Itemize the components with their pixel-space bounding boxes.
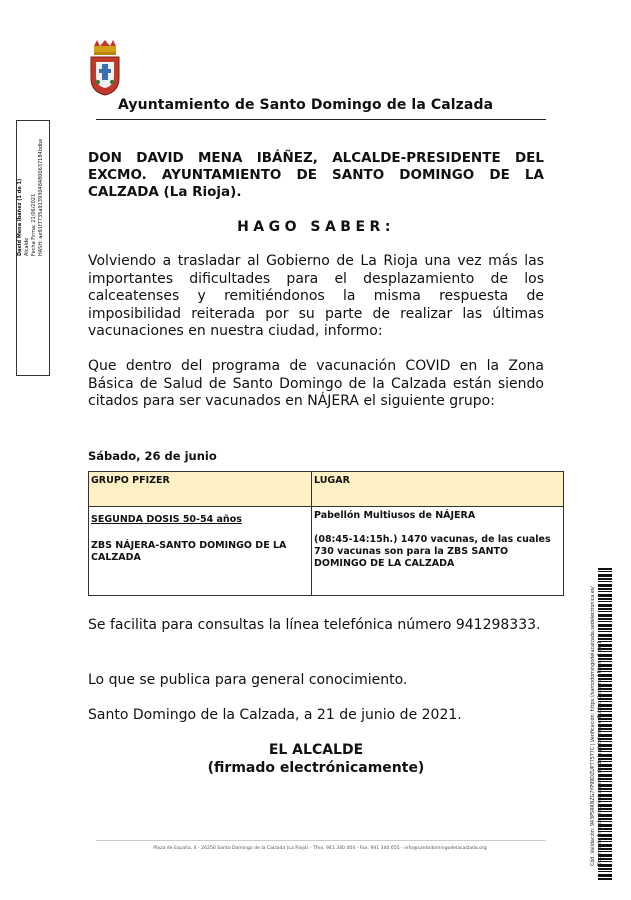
footer-address: Plaza de España, 4 - 26250 Santo Domingo de la Calzada (La Rioja) - Tfno. 941 340 004 - Fax. 941 340 655 - info@santodomingodelacalzada.org bbox=[153, 846, 487, 851]
paragraph-program: Que dentro del programa de vacunación COVID en la Zona Básica de Salud de Santo Domingo de la Calzada están siendo citados para ser vacunados en NÁJERA el siguiente grupo: bbox=[88, 358, 544, 409]
place-details: (08:45-14:15h.) 1470 vacunas, de las cuales 730 vacunas son para la ZBS SANTO DOMINGO DE LA CALZADA bbox=[314, 534, 551, 569]
header-divider bbox=[96, 119, 546, 120]
hago-saber-title: HAGO SABER: bbox=[237, 219, 395, 235]
signer-name: David Mena Ibáñez (1 de 1) bbox=[17, 178, 23, 256]
signer-block bbox=[88, 741, 544, 777]
sign-date: Fecha Firma: 21/06/2021 bbox=[31, 193, 37, 256]
group-zone: ZBS NÁJERA-SANTO DOMINGO DE LA CALZADA bbox=[91, 540, 287, 563]
place-name: Pabellón Multiusos de NÁJERA bbox=[314, 510, 476, 521]
paragraph-phone: Se facilita para consultas la línea telefónica número 941298333. bbox=[88, 617, 541, 633]
table-header-place: LUGAR bbox=[312, 472, 564, 507]
document-heading: DON DAVID MENA IBÁÑEZ, ALCALDE-PRESIDENTE DEL EXCMO. AYUNTAMIENTO DE SANTO DOMINGO DE LA CALZADA (La Rioja). bbox=[88, 150, 544, 200]
date-label: Sábado, 26 de junio bbox=[88, 449, 217, 463]
sign-hash: HASH: ae91f7735a913930484800637184bdbe bbox=[38, 138, 44, 256]
coat-of-arms-icon bbox=[88, 40, 122, 96]
signer-note: (firmado electrónicamente) bbox=[207, 760, 425, 776]
place-cell bbox=[312, 507, 564, 596]
group-cell bbox=[89, 507, 312, 596]
paragraph-place-date: Santo Domingo de la Calzada, a 21 de junio de 2021. bbox=[88, 707, 462, 723]
signature-box-text bbox=[17, 139, 45, 256]
signer-title: EL ALCALDE bbox=[268, 742, 364, 758]
validation-line-2: Documento firmado electrónicamente desde la plataforma esPublico Gestiona | Página 1 de 1 bbox=[598, 640, 603, 866]
footer-divider bbox=[96, 840, 546, 841]
paragraph-publish: Lo que se publica para general conocimiento. bbox=[88, 672, 408, 688]
table-header-group: GRUPO PFIZER bbox=[89, 472, 312, 507]
validation-line-1: Cód. Validación: 943P5RRNZG7YP99DZUP775T7C | Verificación: https://santodomingodelacalzada.sedelectronica.es/ bbox=[591, 586, 596, 866]
paragraph-intro: Volviendo a trasladar al Gobierno de La Rioja una vez más las importantes dificultades para el desplazamiento de los calceatenses y remitiéndonos la misma respuesta de imposibilidad reiterada por su parte de realizar las últimas vacunaciones en nuestra ciudad, informo: bbox=[88, 253, 544, 339]
validation-text bbox=[590, 586, 604, 866]
table-header-row bbox=[89, 472, 564, 507]
organization-name: Ayuntamiento de Santo Domingo de la Calzada bbox=[118, 97, 494, 113]
signer-role: Alcalde bbox=[24, 237, 30, 256]
table-row bbox=[89, 507, 564, 596]
vaccination-table bbox=[88, 471, 564, 596]
group-dose: SEGUNDA DOSIS 50-54 años bbox=[91, 514, 242, 525]
